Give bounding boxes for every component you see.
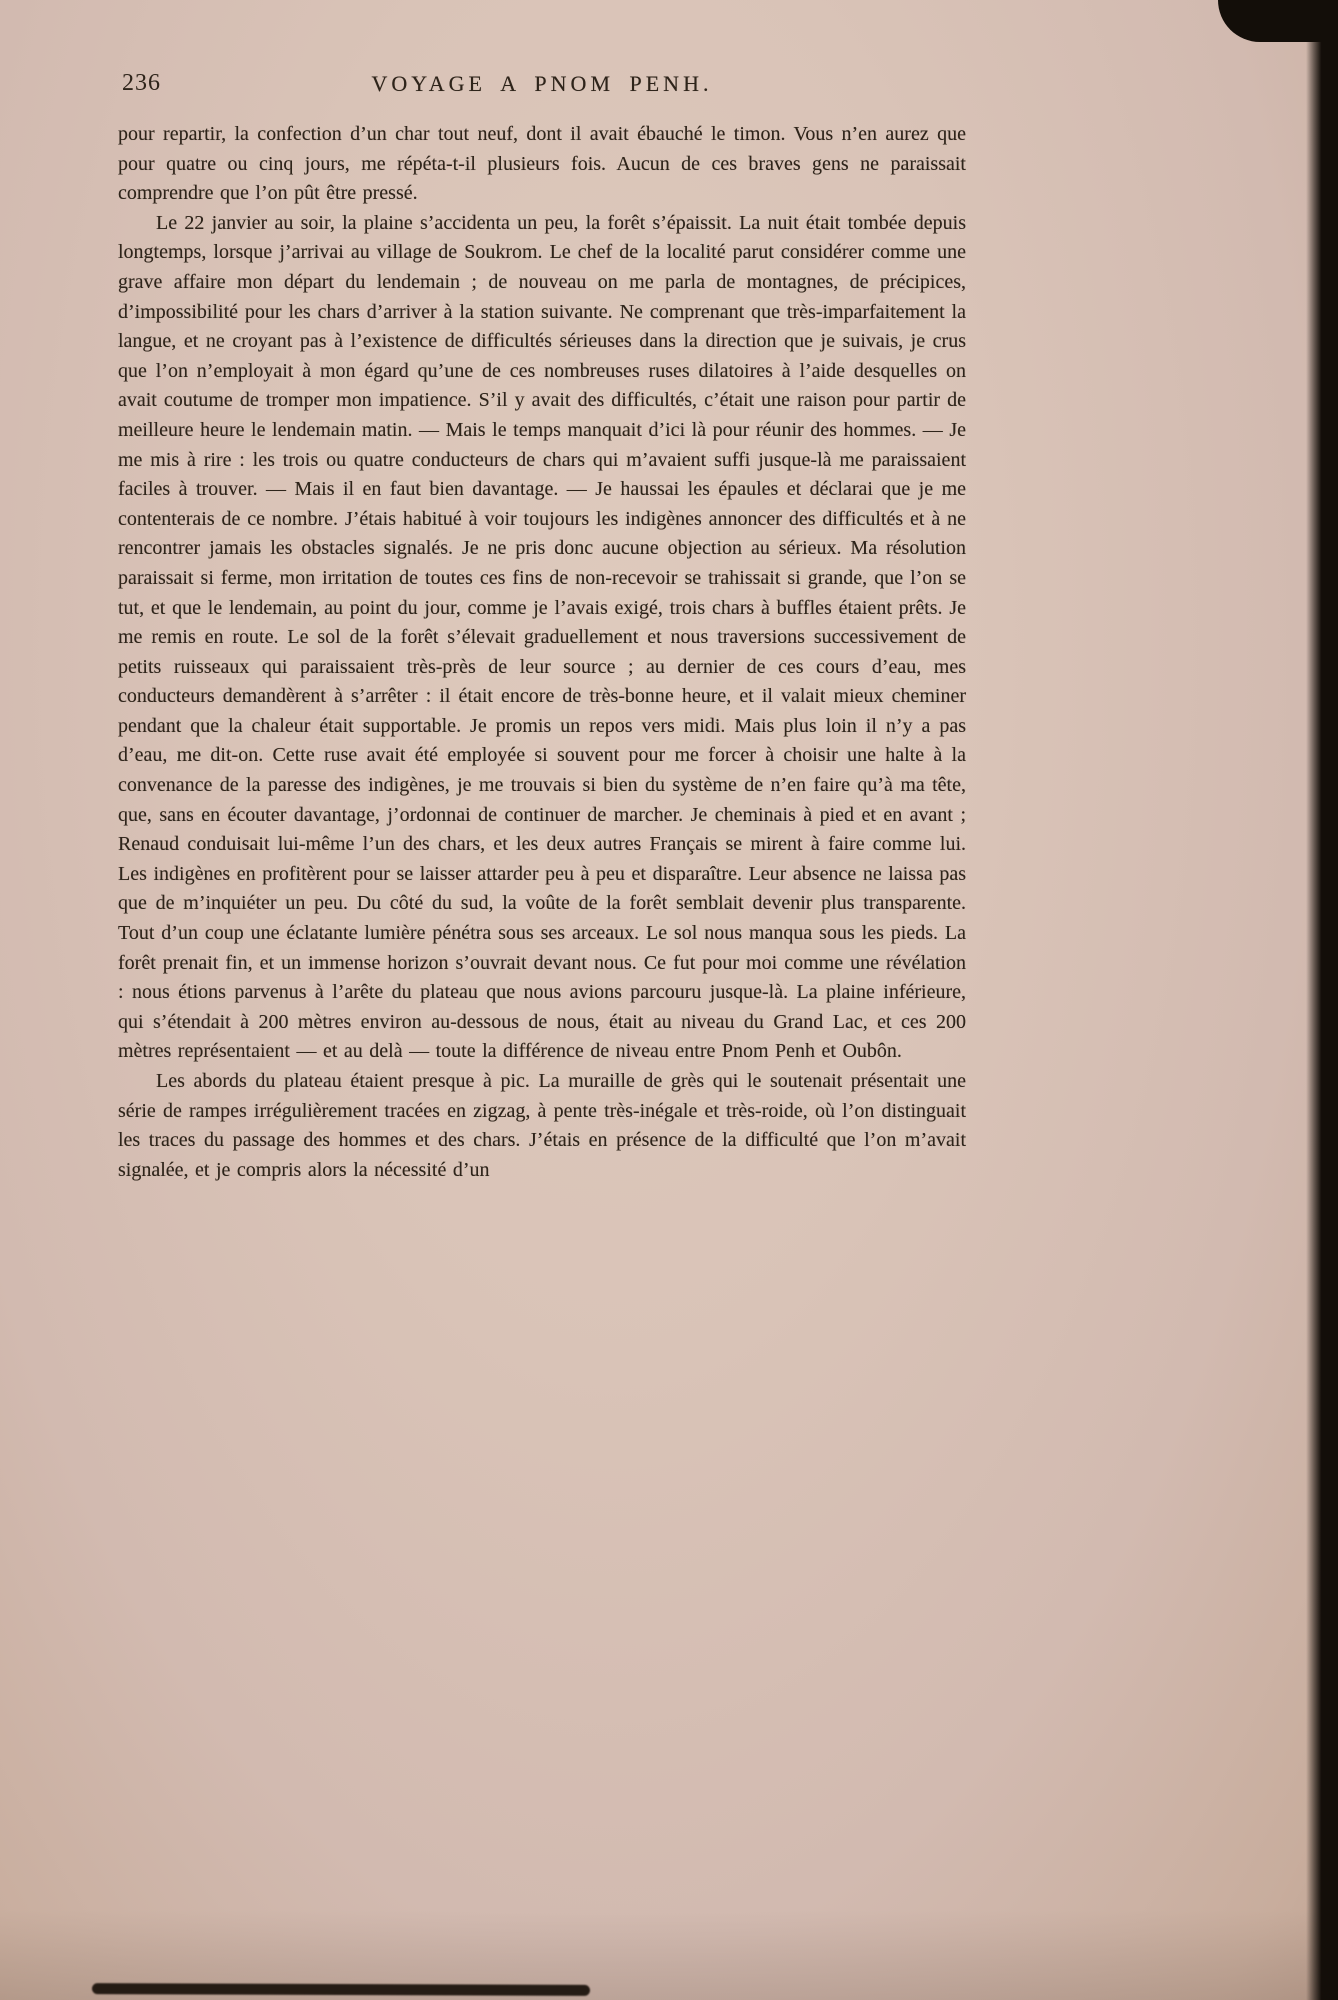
running-header: [118, 70, 966, 104]
paragraph-plateau: Les abords du plateau étaient presque à pic. La muraille de grès qui le soutenait présentait une série de rampes irrégulièrement tracées en zigzag, à pente très-inégale et très-roide, où l’on distinguait les traces du passage des hommes et des chars. J’étais en présence de la difficulté que l’on m’avait signalée, et je compris alors la nécessité d’un: [118, 1070, 966, 1181]
body-text: [118, 120, 966, 1185]
page-number: 236: [122, 70, 161, 96]
paragraph-continuation: pour repartir, la confection d’un char tout neuf, dont il avait ébauché le timon. Vous n’en aurez que pour quatre ou cinq jours, me répéta-t-il plusieurs fois. Aucun de ces braves gens ne paraissait comprendre que l’on pût être pressé.: [118, 123, 966, 205]
running-title: VOYAGE A PNOM PENH.: [371, 71, 713, 96]
paragraph-journey: Le 22 janvier au soir, la plaine s’accidenta un peu, la forêt s’épaissit. La nuit était tombée depuis longtemps, lorsque j’arrivai au village de Soukrom. Le chef de la localité parut considérer comme une grave affaire mon départ du lendemain ; de nouveau on me parla de montagnes, de précipices, d’impossibilité pour les chars d’arriver à la station suivante. Ne comprenant que très-imparfaitement la langue, et ne croyant pas à l’existence de difficultés sérieuses dans la direction que je suivais, je crus que l’on n’employait à mon égard qu’une de ces nombreuses ruses dilatoires à l’aide desquelles on avait coutume de tromper mon impatience. S’il y avait des difficultés, c’était une raison pour partir de meilleure heure le lendemain matin. — Mais le temps manquait d’ici là pour réunir des hommes. — Je me mis à rire : les trois ou quatre conducteurs de chars qui m’avaient suffi jusque-là me paraissaient faciles à trouver. — Mais il en faut bien davantage. — Je haussai les épaules et déclarai que je me contenterais de ce nombre. J’étais habitué à voir toujours les indigènes annoncer des difficultés et à ne rencontrer jamais les obstacles signalés. Je ne pris donc aucune objection au sérieux. Ma résolution paraissait si ferme, mon irritation de toutes ces fins de non-recevoir se trahissait si grande, que l’on se tut, et que le lendemain, au point du jour, comme je l’avais exigé, trois chars à buffles étaient prêts. Je me remis en route. Le sol de la forêt s’élevait graduellement et nous traversions successivement de petits ruisseaux qui paraissaient très-près de leur source ; au dernier de ces cours d’eau, mes conducteurs demandèrent à s’arrêter : il était encore de très-bonne heure, et il valait mieux cheminer pendant que la chaleur était supportable. Je promis un repos vers midi. Mais plus loin il n’y a pas d’eau, me dit-on. Cette ruse avait été employée si souvent pour me forcer à choisir une halte à la convenance de la paresse des indigènes, je me trouvais si bien du système de n’en faire qu’à ma tête, que, sans en écouter davantage, j’ordonnai de continuer de marcher. Je cheminais à pied et en avant ; Renaud conduisait lui-même l’un des chars, et les deux autres Français se mirent à faire comme lui. Les indigènes en profitèrent pour se laisser attarder peu à peu et disparaître. Leur absence ne laissa pas que de m’inquiéter un peu. Du côté du sud, la voûte de la forêt semblait devenir plus transparente. Tout d’un coup une éclatante lumière pénétra sous ses arceaux. Le sol nous manqua sous les pieds. La forêt prenait fin, et un immense horizon s’ouvrait devant nous. Ce fut pour moi comme une révélation : nous étions parvenus à l’arête du plateau que nous avions parcouru jusque-là. La plaine inférieure, qui s’étendait à 200 mètres environ au-dessous de nous, était au niveau du Grand Lac, et ces 200 mètres représentaient — et au delà — toute la différence de niveau entre Pnom Penh et Oubôn.: [118, 211, 966, 1063]
scan-smudge-bottom: [92, 1983, 590, 1996]
printed-text-block: [118, 70, 966, 1185]
scan-edge-right: [1306, 0, 1338, 2000]
scan-corner-top-right: [1218, 0, 1322, 42]
